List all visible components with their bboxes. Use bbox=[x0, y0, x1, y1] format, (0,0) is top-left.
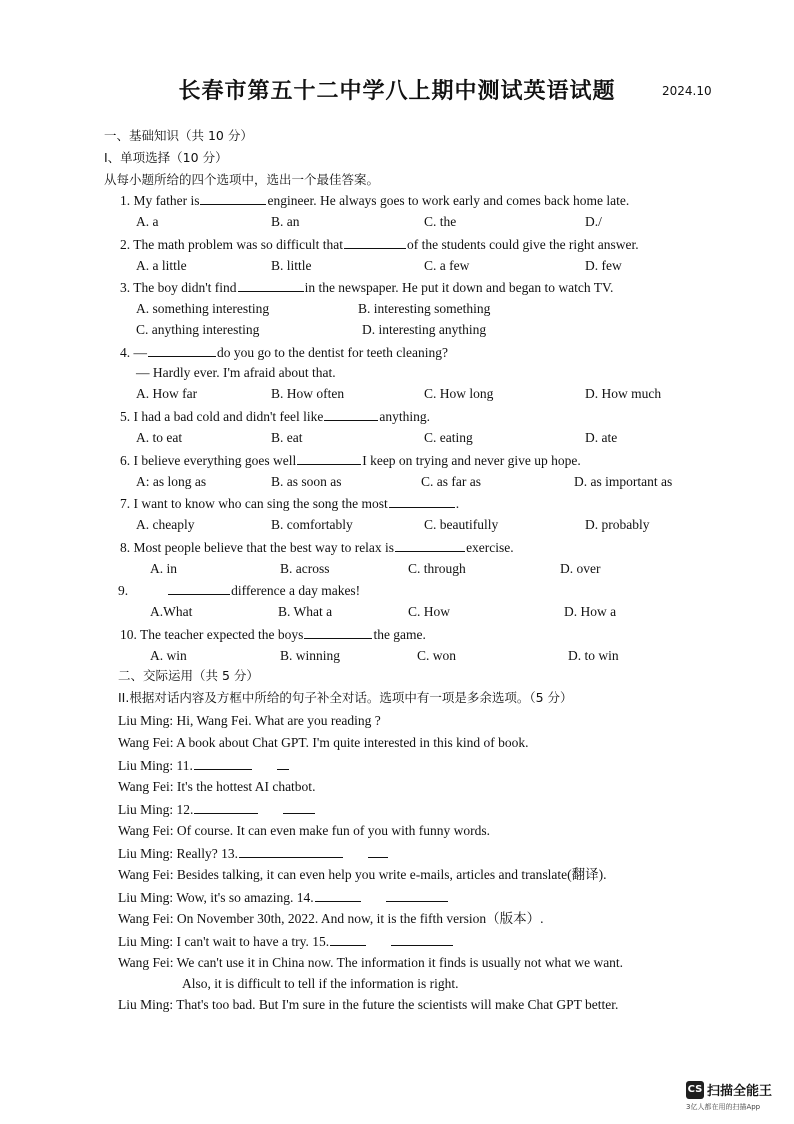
section1-subheading: I、单项选择（10 分） bbox=[104, 150, 228, 165]
question-stem-start: 7. I want to know who can sing the song the most bbox=[120, 496, 388, 511]
option-c: C. as far as bbox=[421, 474, 481, 489]
dialogue-line bbox=[118, 889, 449, 906]
option-d: D. over bbox=[560, 561, 601, 576]
option-c: C. won bbox=[417, 648, 457, 663]
option-d: D. ate bbox=[585, 430, 618, 445]
question-stem-start: 6. I believe everything goes well bbox=[120, 453, 297, 468]
question-stem-end: exercise. bbox=[466, 540, 514, 555]
question-stem-start: 1. My father is bbox=[120, 193, 200, 208]
section2-heading: 二、交际运用（共 5 分） bbox=[118, 668, 259, 683]
dialogue-line bbox=[118, 867, 607, 883]
option-b: B. interesting something bbox=[358, 301, 491, 316]
question-stem-start: 10. The teacher expected the boys bbox=[120, 627, 304, 642]
question-stem-end: engineer. He always goes to work early and comes back home late. bbox=[267, 193, 630, 208]
answer-blank bbox=[194, 757, 252, 770]
dialogue-text: Liu Ming: Hi, Wang Fei. What are you reading ? bbox=[118, 713, 381, 728]
option-a: A. something interesting bbox=[136, 301, 270, 316]
dialogue-line bbox=[118, 997, 618, 1013]
scanner-watermark bbox=[686, 1080, 772, 1099]
option-a: A: as long as bbox=[136, 474, 207, 489]
answer-blank bbox=[238, 279, 304, 292]
question-4 bbox=[120, 344, 448, 361]
question-stem-start: 4. — bbox=[120, 345, 147, 360]
dialogue-line bbox=[118, 933, 454, 950]
dialogue-text: Wang Fei: We can't use it in China now. The information it finds is usually not what we want. bbox=[118, 955, 624, 970]
dialogue-text: Wang Fei: On November 30th, 2022. And now, it is the fifth version（版本）. bbox=[118, 911, 544, 926]
option-a: A. a little bbox=[136, 258, 187, 273]
option-d: D. as important as bbox=[574, 474, 673, 489]
question-2 bbox=[120, 236, 639, 253]
section1-instruction: 从每小题所给的四个选项中，选出一个最佳答案。 bbox=[104, 172, 380, 187]
answer-blank bbox=[315, 889, 361, 902]
option-a: A. win bbox=[150, 648, 187, 663]
scanner-logo-icon: CS bbox=[686, 1081, 704, 1099]
option-b: B. across bbox=[280, 561, 330, 576]
option-c: C. the bbox=[424, 214, 457, 229]
dialogue-line bbox=[118, 955, 623, 971]
option-c: C. How bbox=[408, 604, 451, 619]
option-b: B. comfortably bbox=[271, 517, 353, 532]
answer-blank bbox=[344, 236, 406, 249]
option-d: D. few bbox=[585, 258, 622, 273]
answer-blank bbox=[194, 801, 258, 814]
option-b: B. winning bbox=[280, 648, 341, 663]
option-d: D. How much bbox=[585, 386, 662, 401]
scanner-tagline: 3亿人都在用的扫描App bbox=[686, 1103, 761, 1111]
answer-blank bbox=[395, 539, 465, 552]
dialogue-line bbox=[182, 976, 458, 992]
question-stem-start: 2. The math problem was so difficult that bbox=[120, 237, 343, 252]
answer-blank bbox=[200, 192, 266, 205]
option-a: A.What bbox=[150, 604, 193, 619]
option-b: B. What a bbox=[278, 604, 333, 619]
question-stem-end: I keep on trying and never give up hope. bbox=[362, 453, 581, 468]
section1-heading: 一、基础知识（共 10 分） bbox=[104, 128, 253, 143]
question-10 bbox=[120, 626, 426, 643]
option-c: C. a few bbox=[424, 258, 470, 273]
question-7 bbox=[120, 495, 459, 512]
question-9 bbox=[118, 582, 360, 599]
question-reply: — Hardly ever. I'm afraid about that. bbox=[136, 365, 336, 380]
dialogue-text: Wang Fei: Of course. It can even make fun of you with funny words. bbox=[118, 823, 490, 838]
answer-blank bbox=[330, 933, 366, 946]
dialogue-text: Liu Ming: That's too bad. But I'm sure in the future the scientists will make Chat GPT better. bbox=[118, 997, 619, 1012]
option-c: C. anything interesting bbox=[136, 322, 260, 337]
answer-blank-tail bbox=[368, 845, 388, 858]
question-8 bbox=[120, 539, 514, 556]
answer-blank-tail bbox=[277, 757, 289, 770]
dialogue-text: Liu Ming: Wow, it's so amazing. 14. bbox=[118, 890, 314, 905]
dialogue-line bbox=[118, 845, 389, 862]
answer-blank-tail bbox=[391, 933, 453, 946]
question-stem-start: 3. The boy didn't find bbox=[120, 280, 237, 295]
option-a: A. to eat bbox=[136, 430, 183, 445]
answer-blank bbox=[297, 452, 361, 465]
scanner-name: 扫描全能王 bbox=[707, 1084, 773, 1099]
question-stem-start: 5. I had a bad cold and didn't feel like bbox=[120, 409, 324, 424]
option-b: B. eat bbox=[271, 430, 303, 445]
exam-date: 2024.10 bbox=[662, 84, 712, 98]
dialogue-line bbox=[118, 779, 315, 795]
answer-blank bbox=[389, 495, 455, 508]
question-5 bbox=[120, 408, 430, 425]
question-stem-start: 9. bbox=[118, 583, 129, 598]
question-1 bbox=[120, 192, 629, 209]
option-c: C. How long bbox=[424, 386, 494, 401]
option-b: B. How often bbox=[271, 386, 345, 401]
option-a: A. in bbox=[150, 561, 177, 576]
answer-blank bbox=[324, 408, 378, 421]
answer-blank bbox=[304, 626, 372, 639]
answer-blank-tail bbox=[283, 801, 315, 814]
option-c: C. beautifully bbox=[424, 517, 499, 532]
dialogue-line bbox=[118, 911, 544, 927]
dialogue-text: Liu Ming: 11. bbox=[118, 758, 193, 773]
question-3 bbox=[120, 279, 613, 296]
option-a: A. cheaply bbox=[136, 517, 195, 532]
option-d: D. probably bbox=[585, 517, 650, 532]
dialogue-line bbox=[118, 735, 529, 751]
dialogue-text: Liu Ming: 12. bbox=[118, 802, 194, 817]
dialogue-text: Wang Fei: Besides talking, it can even help you write e-mails, articles and translate(翻译). bbox=[118, 867, 607, 882]
answer-blank bbox=[168, 582, 230, 595]
dialogue-line bbox=[118, 757, 290, 774]
option-b: B. little bbox=[271, 258, 312, 273]
question-stem-start: 8. Most people believe that the best way to relax is bbox=[120, 540, 395, 555]
question-stem-end: the game. bbox=[373, 627, 426, 642]
section2-instruction: II.根据对话内容及方框中所给的句子补全对话。选项中有一项是多余选项。（5 分） bbox=[118, 690, 573, 705]
question-stem-end: difference a day makes! bbox=[231, 583, 361, 598]
dialogue-text: Wang Fei: It's the hottest AI chatbot. bbox=[118, 779, 316, 794]
dialogue-text: Liu Ming: Really? 13. bbox=[118, 846, 238, 861]
question-stem-end: of the students could give the right answer. bbox=[406, 237, 639, 252]
option-b: B. as soon as bbox=[271, 474, 342, 489]
option-d: D. How a bbox=[564, 604, 617, 619]
dialogue-text: Also, it is difficult to tell if the information is right. bbox=[182, 976, 459, 991]
answer-blank bbox=[239, 845, 343, 858]
question-stem-end: do you go to the dentist for teeth cleaning? bbox=[217, 345, 448, 360]
option-c: C. through bbox=[408, 561, 466, 576]
dialogue-text: Liu Ming: I can't wait to have a try. 15. bbox=[118, 934, 330, 949]
dialogue-line bbox=[118, 823, 490, 839]
option-d: D./ bbox=[585, 214, 602, 229]
answer-blank bbox=[148, 344, 216, 357]
option-b: B. an bbox=[271, 214, 300, 229]
option-a: A. a bbox=[136, 214, 159, 229]
exam-title: 长春市第五十二中学八上期中测试英语试题 bbox=[178, 79, 616, 104]
dialogue-text: Wang Fei: A book about Chat GPT. I'm quite interested in this kind of book. bbox=[118, 735, 529, 750]
question-6 bbox=[120, 452, 581, 469]
question-stem-end: anything. bbox=[379, 409, 430, 424]
dialogue-line bbox=[118, 713, 381, 729]
option-d: D. interesting anything bbox=[362, 322, 487, 337]
option-c: C. eating bbox=[424, 430, 473, 445]
answer-blank-tail bbox=[386, 889, 448, 902]
option-a: A. How far bbox=[136, 386, 198, 401]
question-stem-end: . bbox=[455, 496, 460, 511]
question-stem-end: in the newspaper. He put it down and began to watch TV. bbox=[304, 280, 614, 295]
option-d: D. to win bbox=[568, 648, 619, 663]
dialogue-line bbox=[118, 801, 316, 818]
